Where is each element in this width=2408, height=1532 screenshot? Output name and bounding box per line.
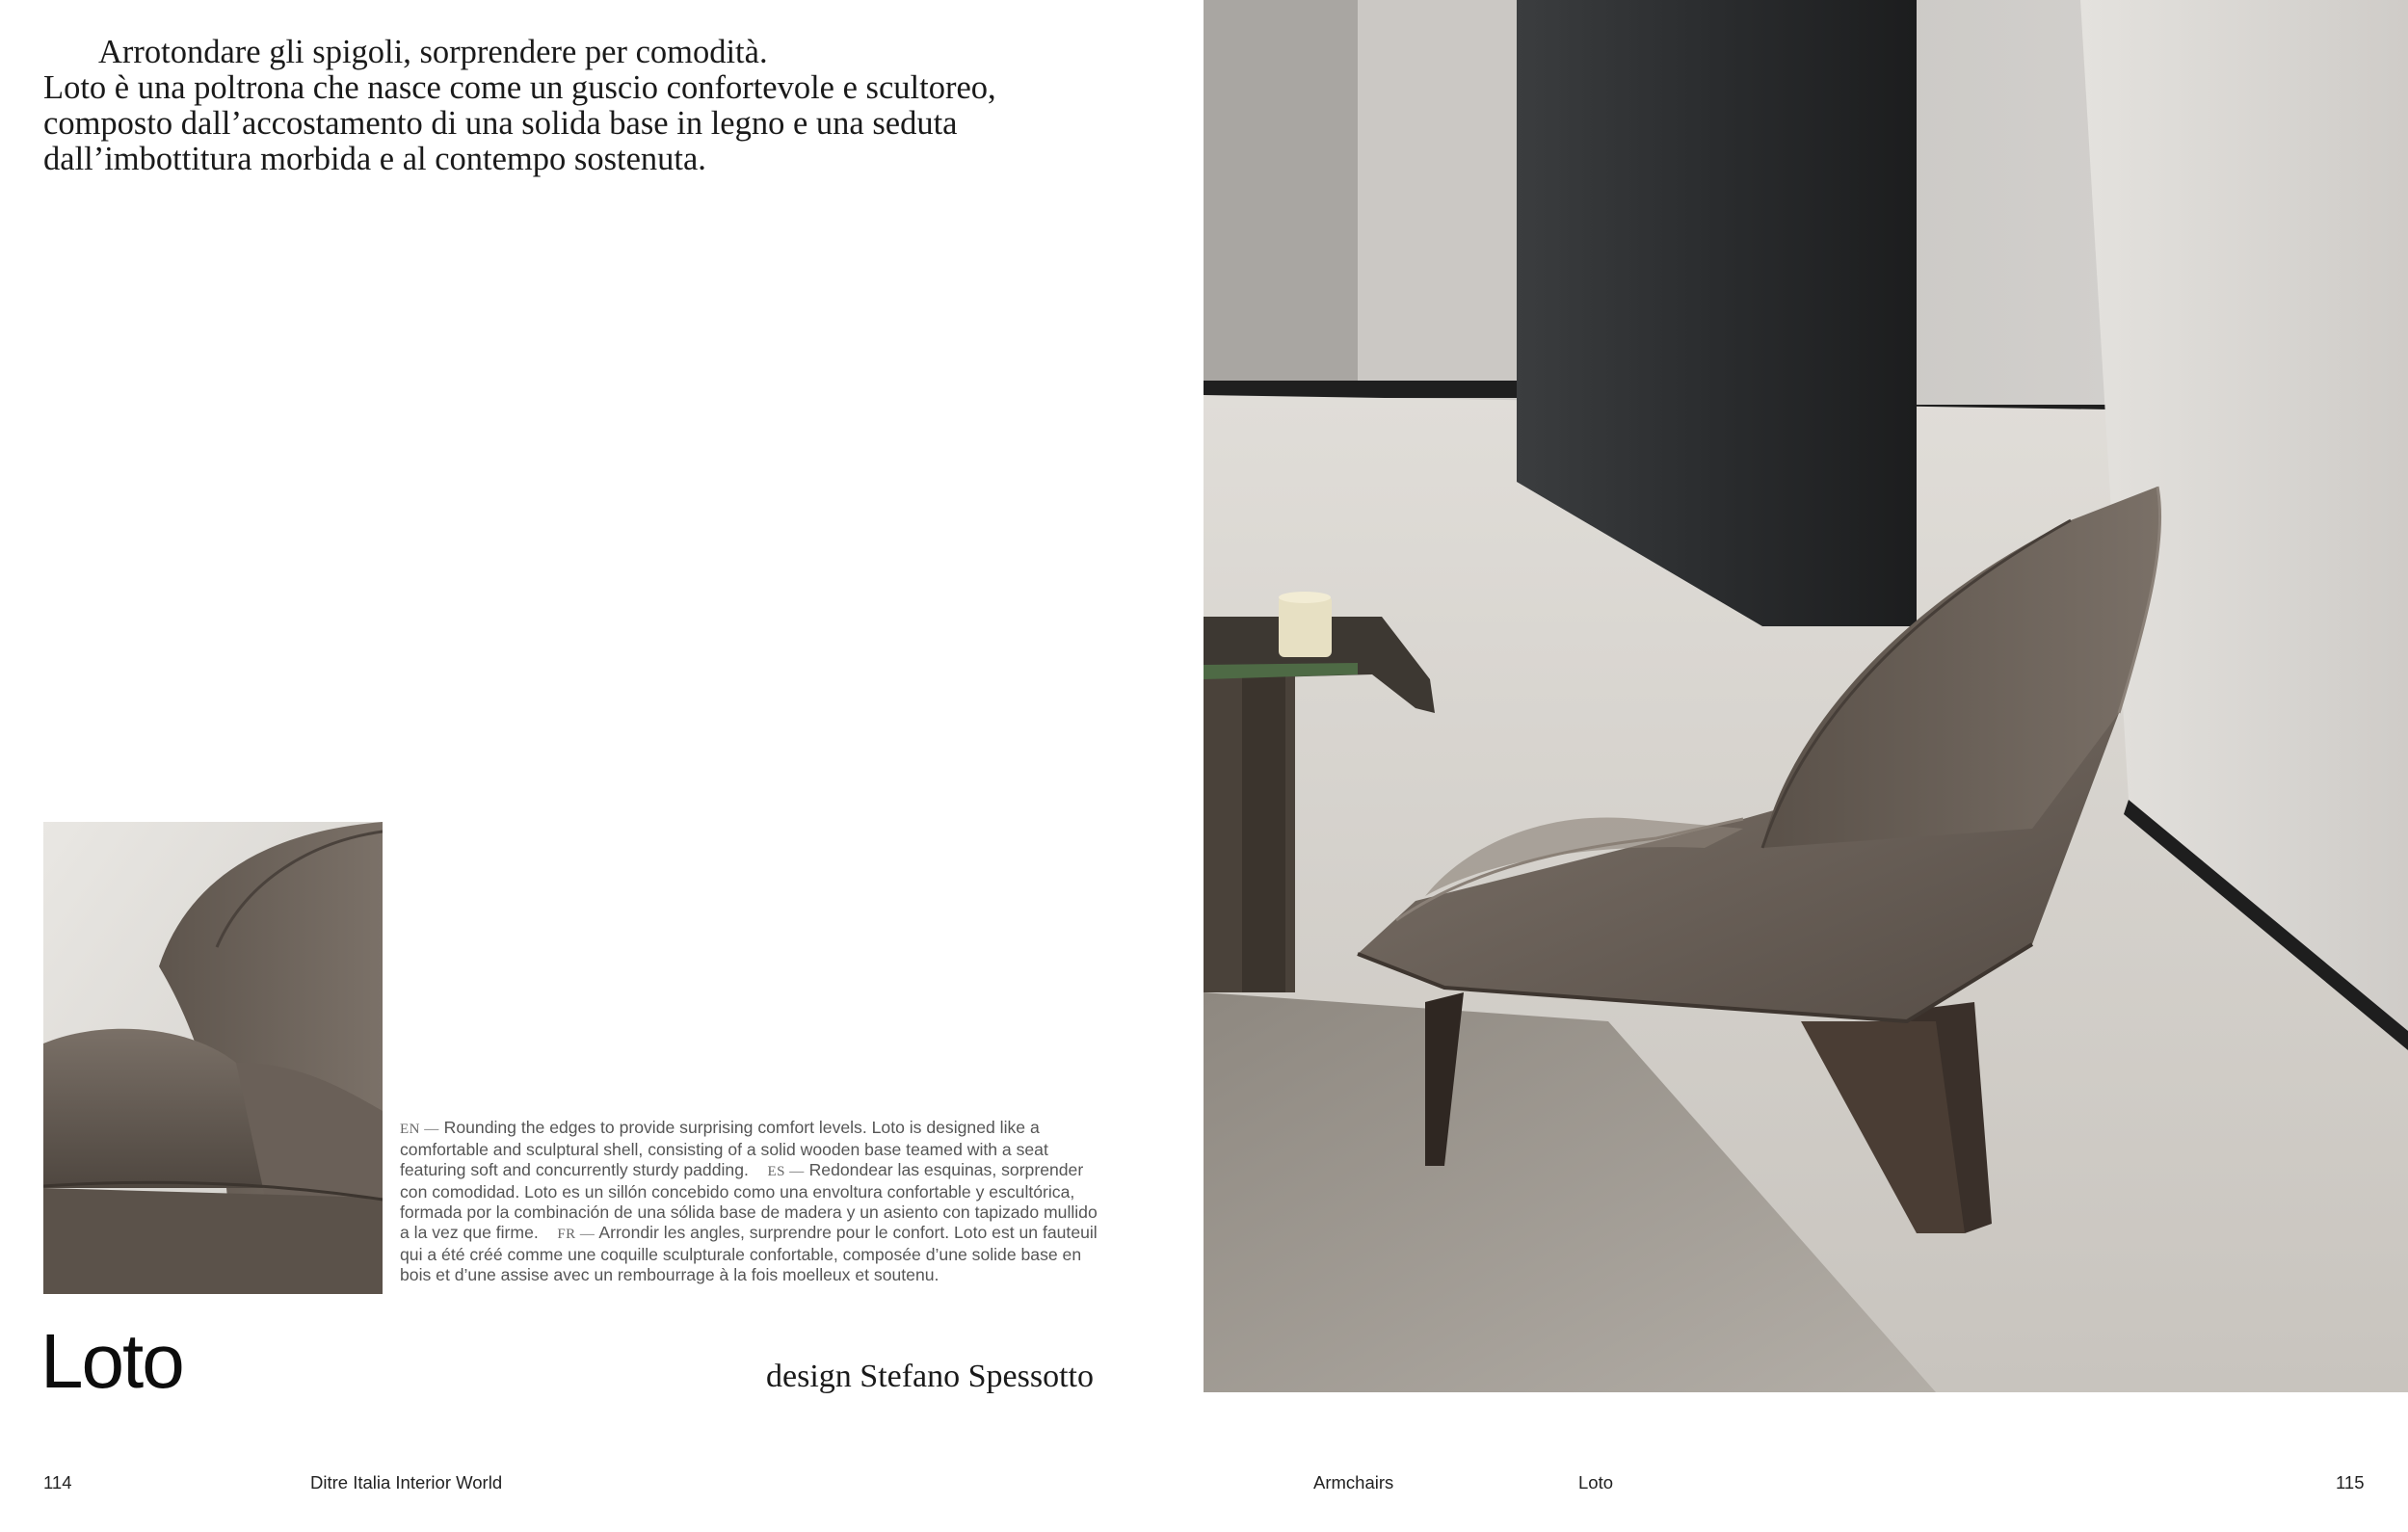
intro-paragraph: Loto è una poltrona che nasce come un guscio confortevole e scultoreo, composto dall’accostamento di una solida base in legno e una seduta dall’imbottitura morbida e al contempo sostenuta. [43, 69, 996, 177]
footer-page-number-left: 114 [43, 1472, 72, 1492]
description-fr: Arrondir les angles, surprendre pour le confort. Loto est un fauteuil qui a été créé comme une coquille sculpturale confortable, composée d’une solide base en bois et d’une assise avec un rembourrage à la fois moelleux et soutenu. [400, 1223, 1098, 1284]
multilingual-description [400, 1118, 1098, 1285]
description-en: Rounding the edges to provide surprising comfort levels. Loto is designed like a comfortable and sculptural shell, consisting of a solid wooden base teamed with a seat featuring soft and concurrently sturdy padding. [400, 1118, 1048, 1179]
intro-text [43, 35, 1132, 177]
footer-publication-title: Ditre Italia Interior World [310, 1472, 503, 1492]
footer-section: Armchairs [1313, 1472, 1394, 1492]
designer-credit: design Stefano Spessotto [766, 1359, 1094, 1394]
lang-tag-fr: FR — [557, 1227, 595, 1242]
armchair-room-photo [1204, 0, 2408, 1392]
product-name: Loto [40, 1318, 183, 1404]
footer-product: Loto [1578, 1472, 1614, 1492]
footer-page-number-right: 115 [2336, 1472, 2365, 1492]
lang-tag-en: EN — [400, 1122, 439, 1137]
lang-tag-es: ES — [767, 1164, 805, 1179]
intro-headline: Arrotondare gli spigoli, sorprendere per comodità. [98, 34, 768, 70]
description-es: Redondear las esquinas, sorprender con comodidad. Loto es un sillón concebido como una envoltura confortable y escultórica, formada por la combinación de una sólida base de madera y un asiento con tapizado mullido a la vez que firme. [400, 1160, 1098, 1242]
armchair-detail-photo [43, 822, 383, 1294]
